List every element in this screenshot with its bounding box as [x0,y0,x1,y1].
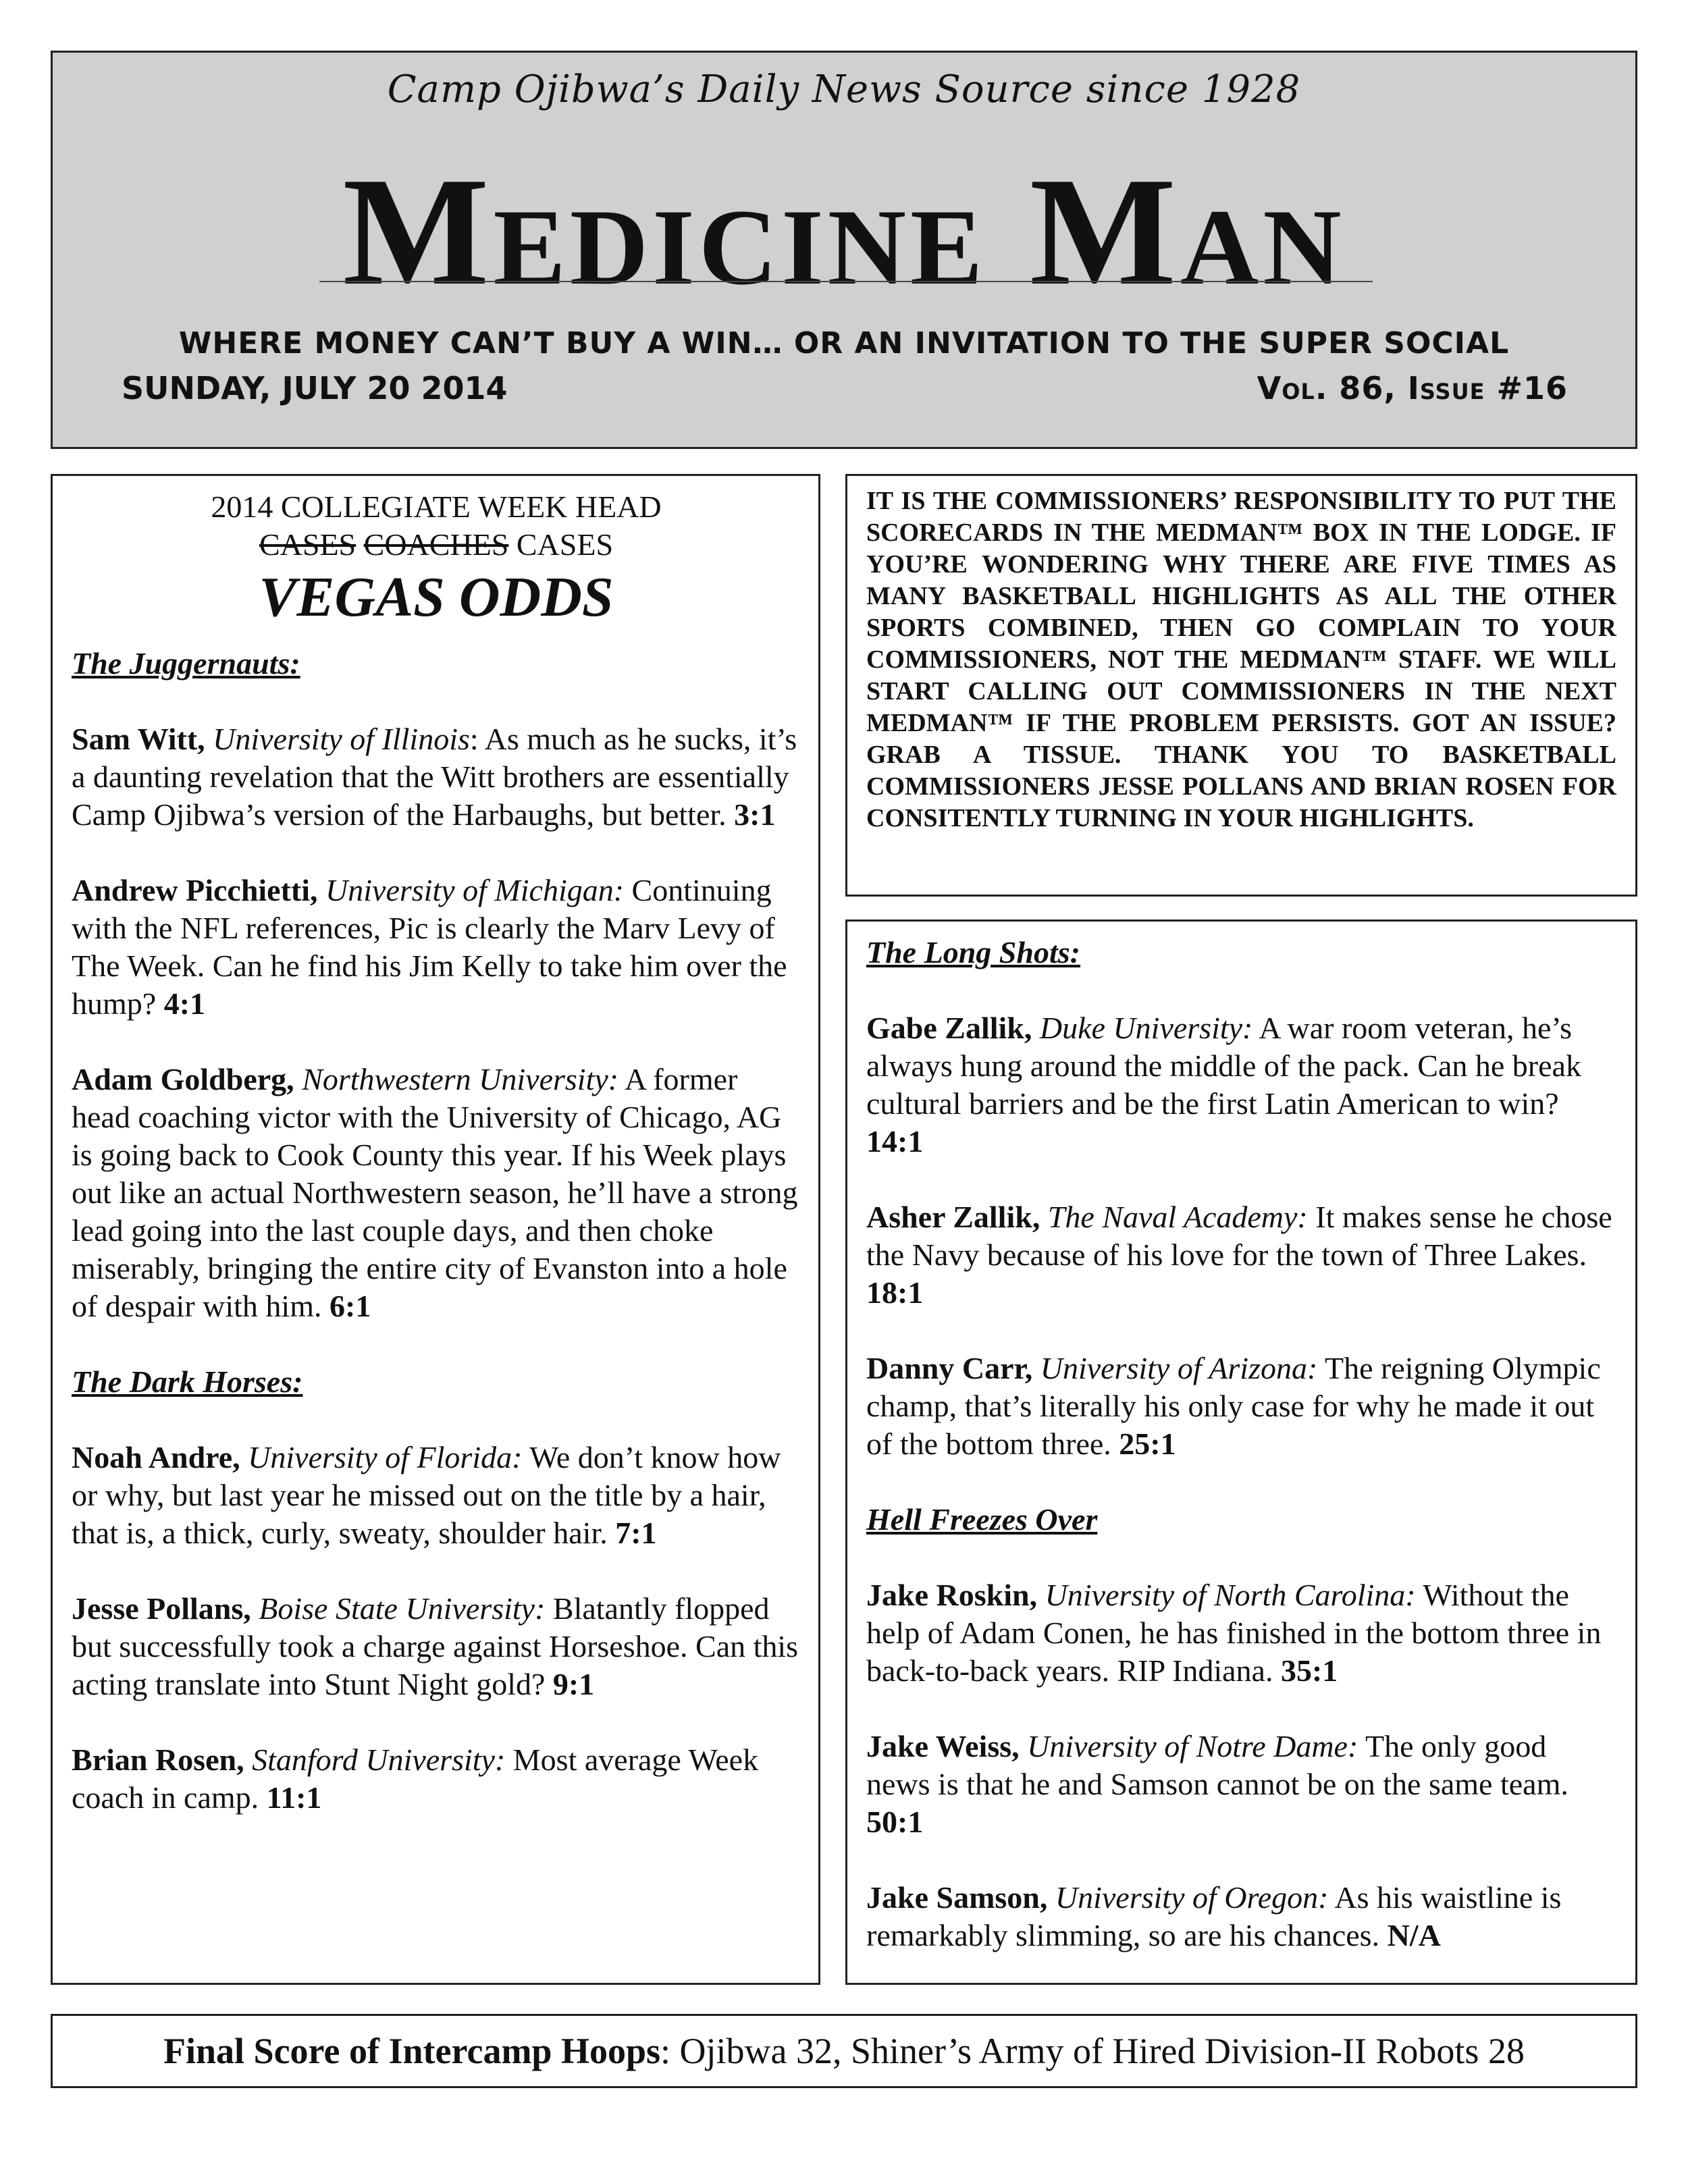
coach-school: University of Notre Dame: [1027,1729,1359,1763]
coach-blurb: Most average Week coach in camp. [72,1742,759,1815]
list-item [72,1590,801,1703]
coach-name: Asher Zallik, [866,1200,1040,1234]
list-item [866,1350,1618,1463]
notice-text: IT IS THE COMMISSIONERS’ RESPONSIBILITY TO PUT THE SCORECARDS IN THE MEDMAN™ BOX IN THE LODGE. IF YOU’RE WONDERING WHY THERE ARE FIVE TIMES AS MANY BASKETBALL HIGHLIGHTS AS ALL THE OTHER SPORTS COMBINED, THEN GO COMPLAIN TO YOUR COMMISSIONERS, NOT THE MEDMAN™ STAFF. WE WILL START CALLING OUT COMMISSIONERS IN THE NEXT MEDMAN™ IF THE PROBLEM PERSISTS. GOT AN ISSUE? GRAB A TISSUE. THANK YOU TO BASKETBALL COMMISSIONERS JESSE POLLANS AND BRIAN ROSEN FOR CONSITENTLY TURNING IN YOUR HIGHLIGHTS. [866,487,1616,832]
coach-blurb: Continuing with the NFL references, Pic is clearly the Marv Levy of The Week. Can he find his Jim Kelly to take him over the hump? [72,873,787,1021]
odds-value: 7:1 [615,1516,657,1550]
final-score-banner [51,2014,1637,2088]
masthead-motto: WHERE MONEY CAN’T BUY A WIN… OR AN INVITATION TO THE SUPER SOCIAL [178,326,1510,361]
article-heading-line1: 2014 COLLEGIATE WEEK HEAD [211,489,662,524]
section-hell-freezes-over: Hell Freezes Over [866,1502,1098,1537]
struck-word-coaches: COACHES [363,527,509,562]
section-juggernauts: The Juggernauts: [72,646,300,681]
section-long-shots: The Long Shots: [866,935,1080,969]
struck-word-cases: CASES [259,527,357,562]
odds-value: 14:1 [866,1124,924,1158]
list-item [866,1728,1618,1841]
newspaper-title: Medicine Man [342,145,1346,317]
section-dark-horses: The Dark Horses: [72,1364,303,1399]
coach-blurb: The only good news is that he and Samson cannot be on the same team. [866,1729,1568,1801]
issue-date: SUNDAY, JULY 20 2014 [122,370,508,406]
odds-value: 11:1 [266,1780,322,1815]
coach-name: Jake Weiss, [866,1729,1020,1763]
coach-name: Danny Carr, [866,1351,1033,1385]
odds-value: 3:1 [734,797,776,832]
coach-name: Gabe Zallik, [866,1011,1032,1045]
coach-blurb: It makes sense he chose the Navy because of his love for the town of Three Lakes. [866,1200,1612,1272]
vegas-odds-article [51,474,820,1985]
coach-school: The Naval Academy: [1047,1200,1308,1234]
coach-blurb: A former head coaching victor with the University of Chicago, AG is going back to Cook County this year. If his Week plays out like an actual Northwestern season, he’ll have a strong lead going into the last couple days, and then choke miserably, bringing the entire city of Evanston into a hole of despair with him. [72,1062,798,1323]
article-title: VEGAS ODDS [259,566,614,629]
coach-blurb: As much as he sucks, it’s a daunting revelation that the Witt brothers are essentially Camp Ojibwa’s version of the Harbaughs, but better. [72,722,797,832]
coach-blurb: Blatantly flopped but successfully took a charge against Horseshoe. Can this acting translate into Stunt Night gold? [72,1591,799,1701]
coach-school: University of North Carolina: [1045,1578,1416,1612]
odds-value: 9:1 [552,1667,595,1701]
coach-school: Northwestern University: [302,1062,619,1096]
coach-name: Jake Roskin, [866,1578,1038,1612]
juggernauts-list [72,720,801,1325]
list-item [866,1198,1618,1312]
coach-school: Stanford University: [252,1742,506,1777]
list-item [866,1879,1618,1954]
list-item [72,1061,801,1325]
coach-blurb: We don’t know how or why, but last year he missed out on the title by a hair, that is, a thick, curly, sweaty, shoulder hair. [72,1440,781,1550]
odds-value: N/A [1387,1918,1441,1952]
odds-value: 25:1 [1119,1427,1176,1461]
coach-name: Noah Andre, [72,1440,240,1474]
coach-name: Jake Samson, [866,1880,1048,1915]
coach-school: University of Michigan: [325,873,625,907]
heading-word-cases: CASES [516,527,614,562]
list-item [866,1576,1618,1690]
odds-value: 6:1 [329,1289,371,1323]
odds-value: 4:1 [163,986,206,1021]
coach-school: University of Florida: [248,1440,523,1474]
long-shots-list [866,1009,1618,1463]
masthead-tagline: Camp Ojibwa’s Daily News Source since 1928 [387,68,1301,111]
list-item [72,720,801,834]
long-shots-article [845,920,1637,1985]
coach-name: Jesse Pollans, [72,1591,251,1626]
final-score-text: : Ojibwa 32, Shiner’s Army of Hired Division-II Robots 28 [660,2031,1525,2071]
coach-blurb: As his waistline is remarkably slimming, so are his chances. [866,1880,1562,1952]
coach-name: Adam Goldberg, [72,1062,294,1096]
list-item [72,872,801,1023]
odds-value: 18:1 [866,1275,924,1310]
hell-freezes-list [866,1576,1618,1954]
coach-name: Andrew Picchietti, [72,873,318,907]
separator: : [469,722,479,756]
coach-school: University of Illinois [213,722,470,756]
list-item [72,1741,801,1817]
final-score-label: Final Score of Intercamp Hoops [163,2031,661,2071]
odds-value: 35:1 [1280,1653,1338,1688]
coach-blurb: Without the help of Adam Conen, he has finished in the bottom three in back-to-back years. RIP Indiana. [866,1578,1602,1688]
title-underline [319,281,1373,282]
list-item [72,1439,801,1552]
list-item [866,1009,1618,1161]
odds-value: 50:1 [866,1805,924,1839]
coach-blurb: The reigning Olympic champ, that’s literally his only case for why he made it out of the bottom three. [866,1351,1601,1461]
masthead [51,51,1637,449]
issue-volume: Vol. 86, Issue #16 [1257,370,1568,406]
coach-school: University of Oregon: [1055,1880,1329,1915]
coach-school: Boise State University: [259,1591,546,1626]
article-heading-line2 [72,526,801,564]
coach-name: Sam Witt, [72,722,205,756]
coach-school: University of Arizona: [1040,1351,1318,1385]
dark-horses-list [72,1439,801,1817]
coach-name: Brian Rosen, [72,1742,244,1777]
commissioners-notice [845,474,1637,897]
coach-blurb: A war room veteran, he’s always hung around the middle of the pack. Can he break cultural barriers and be the first Latin American to win? [866,1011,1581,1121]
coach-school: Duke University: [1039,1011,1253,1045]
